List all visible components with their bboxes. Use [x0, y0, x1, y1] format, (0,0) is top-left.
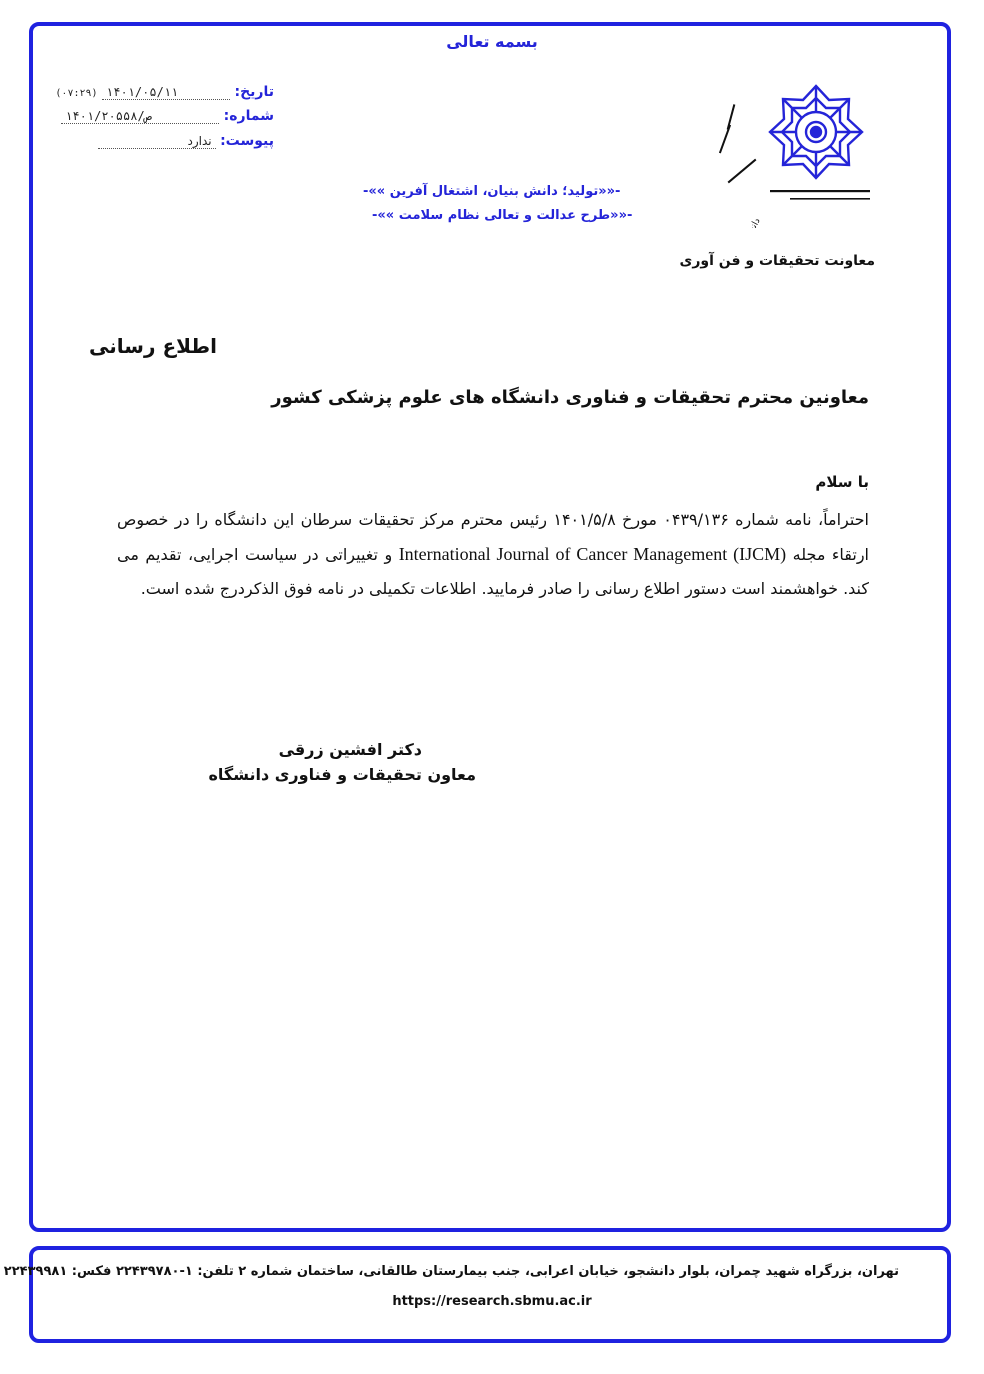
basmala: بسمه تعالی: [446, 32, 538, 51]
letter-body: [117, 503, 869, 606]
attachment-row: [98, 133, 274, 149]
signatory-title: معاون تحقیقات و فناوری دانشگاه: [208, 765, 476, 784]
university-logo: [700, 80, 876, 228]
letter-greeting: با سلام: [815, 473, 869, 491]
date-time: (۰۷:۲۹): [55, 88, 98, 99]
number-label: شماره:: [223, 108, 274, 124]
slogan-line-2: -««طرح عدالت و تعالی نظام سلامت »»-: [372, 208, 633, 223]
attachment-value: ندارد: [98, 134, 216, 149]
date-value: ۱۴۰۱/۰۵/۱۱: [102, 85, 230, 100]
body-text-part-2: و تغییراتی در سیاست اجرایی، تقدیم می کند. خواهشمند است دستور اطلاع رسانی را صادر فرمایید. اطلاعات تکمیلی در نامه فوق الذکردرج شده است.: [117, 545, 869, 598]
letter-recipient: معاونین محترم تحقیقات و فناوری دانشگاه های علوم پزشکی کشور: [271, 387, 869, 408]
date-row: [55, 84, 274, 100]
department-title: معاونت تحقیقات و فن آوری: [679, 253, 875, 269]
date-label: تاریخ:: [234, 84, 274, 100]
footer-address: تهران، بزرگراه شهید چمران، بلوار دانشجو، خیابان اعرابی، جنب بیمارستان طالقانی، ساختمان شماره ۲ تلفن: ۱-۲۲۴۳۹۷۸۰ فکس: ۲۲۴۳۹۹۸۱: [3, 1264, 899, 1279]
number-row: [61, 108, 274, 124]
number-value: ۱۴۰۱/ص/۲۰۵۵۸: [61, 109, 219, 124]
signatory-name: دکتر افشین زرقی: [278, 740, 422, 759]
attachment-label: پیوست:: [220, 133, 274, 149]
body-text-part-1: احتراماً، نامه شماره ۰۴۳۹/۱۳۶ مورخ ۱۴۰۱/۵/۸ رئیس محترم مرکز تحقیقات سرطان این دانشگاه را در خصوص ارتقاء مجله: [117, 510, 870, 564]
logo-caption: [700, 216, 763, 228]
flower-emblem-icon: [700, 80, 876, 228]
slogan-line-1: -««تولید؛ دانش بنیان، اشتغال آفرین »»-: [363, 184, 621, 199]
letter-subject: اطلاع رسانی: [89, 334, 217, 358]
journal-name: International Journal of Cancer Management (IJCM): [398, 544, 787, 564]
footer-url-link[interactable]: https://research.sbmu.ac.ir: [392, 1294, 592, 1309]
